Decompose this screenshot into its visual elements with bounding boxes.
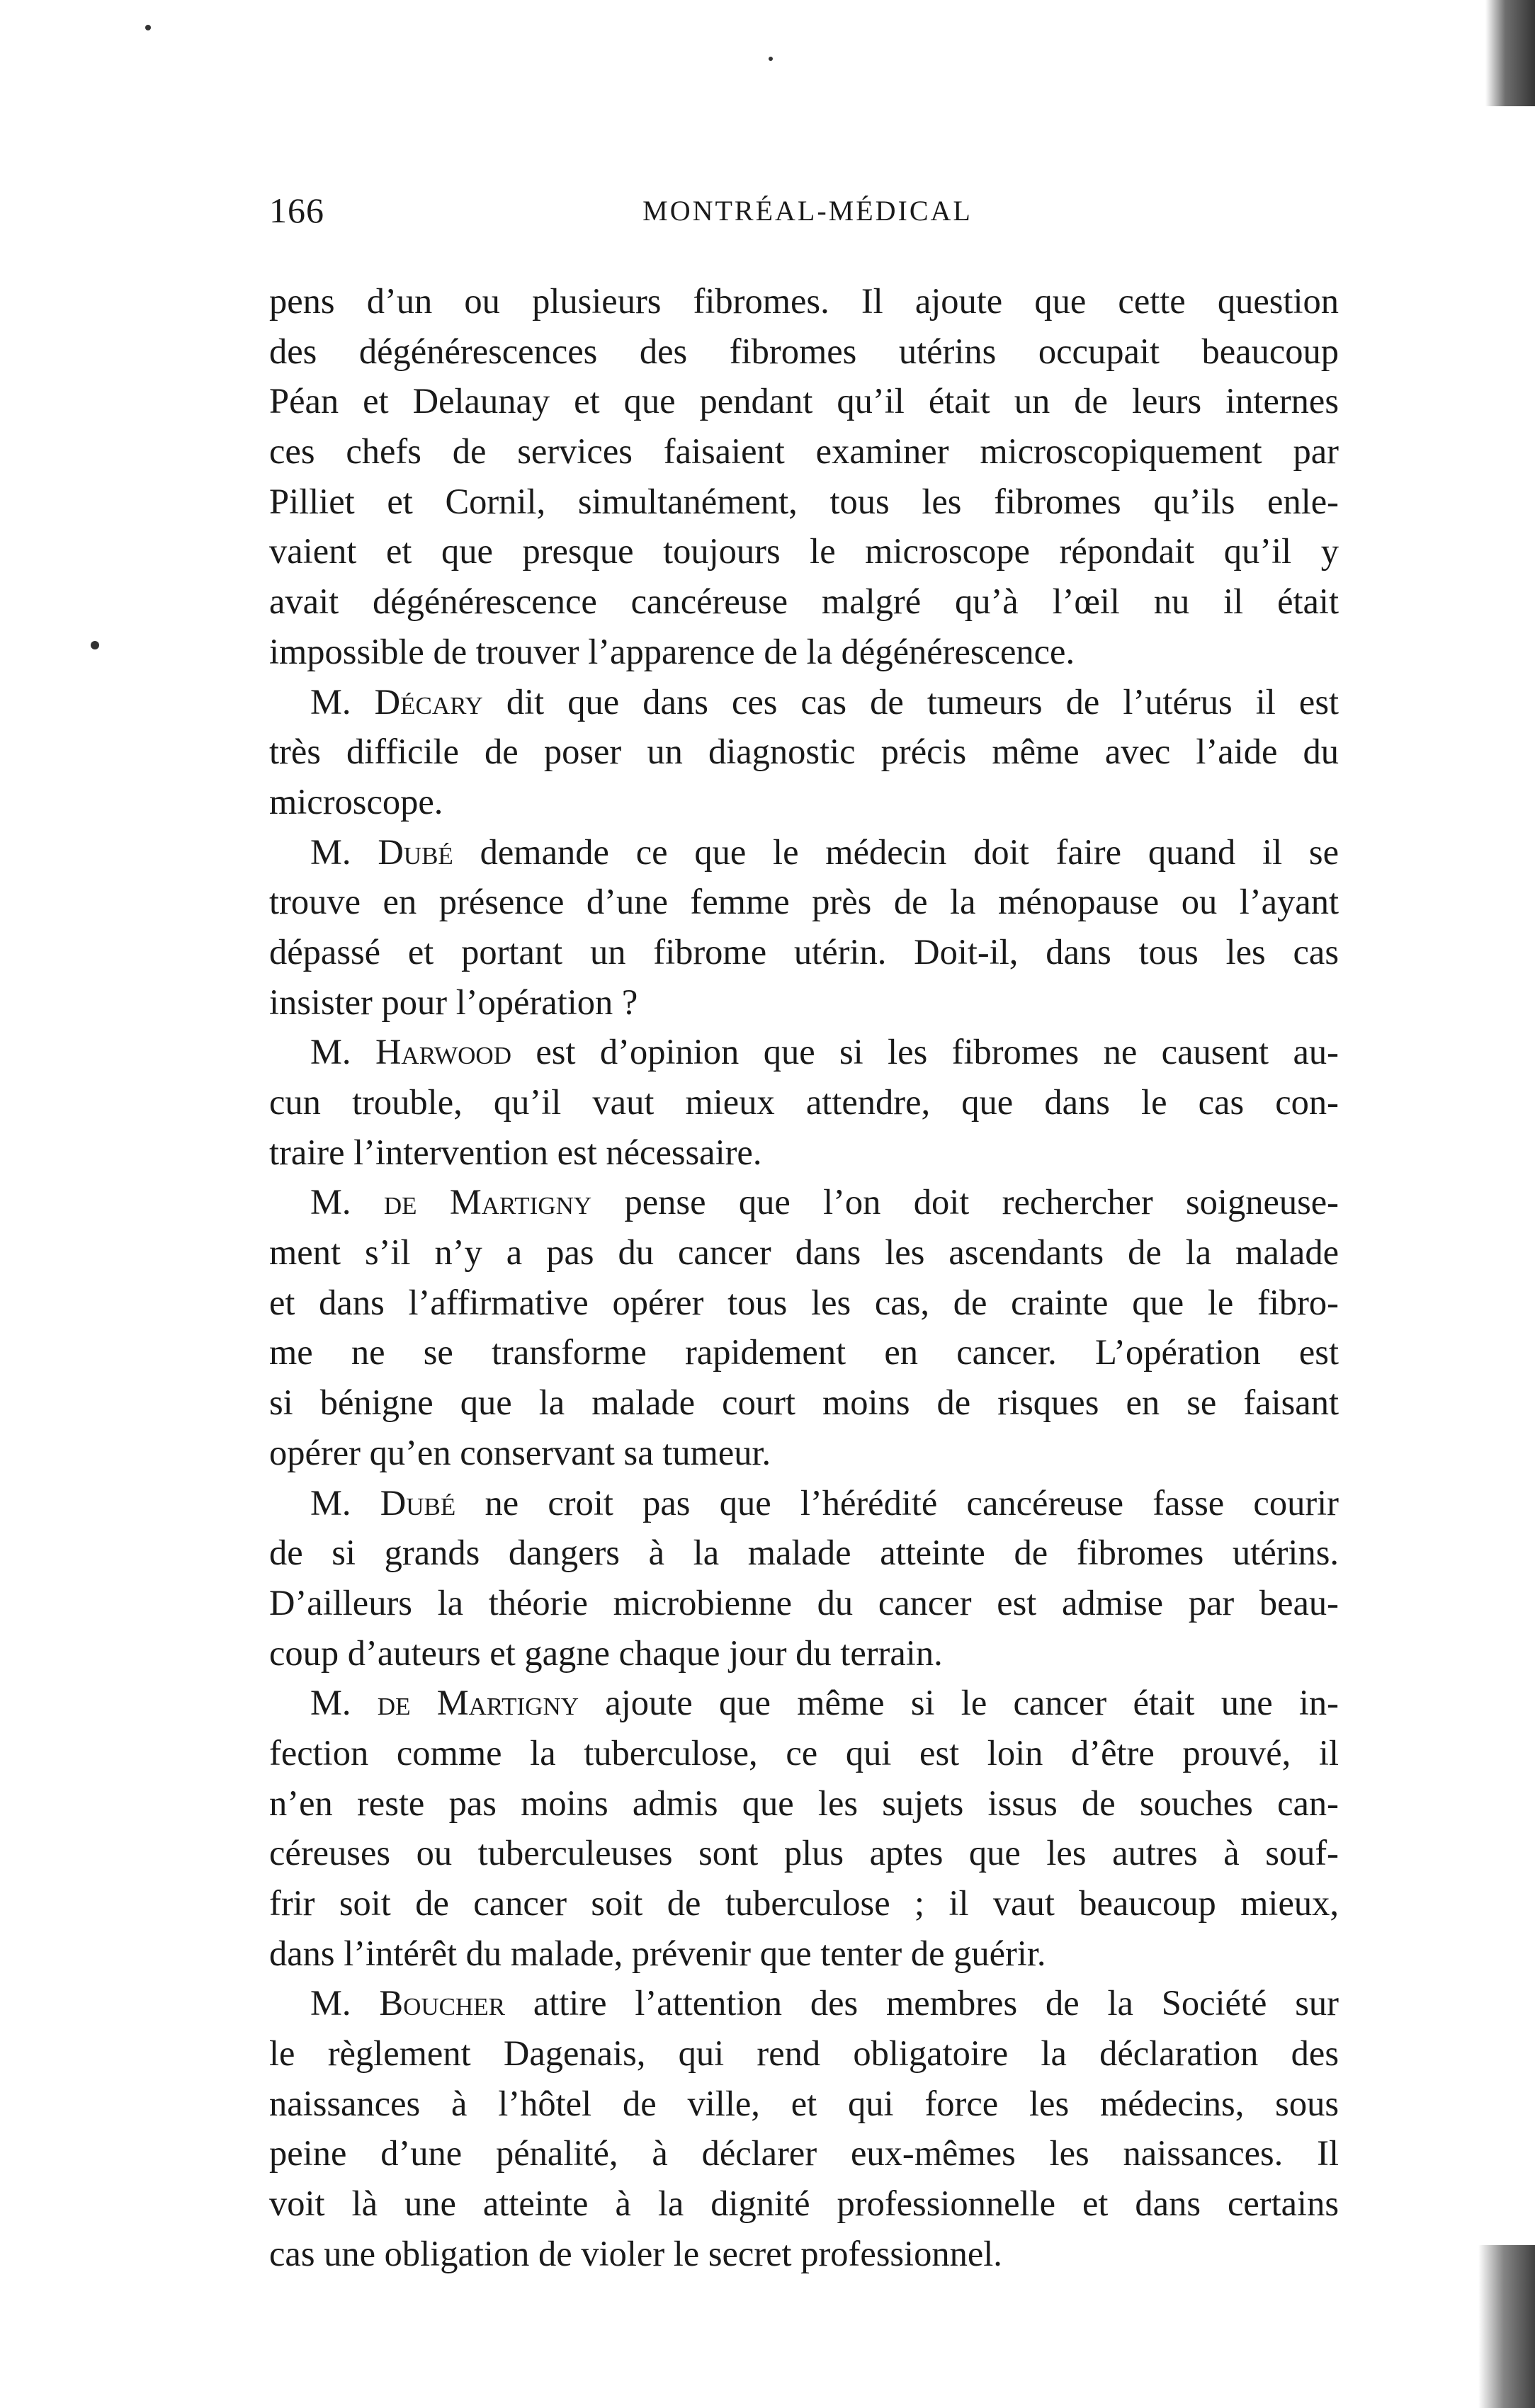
line-text: me ne se transforme rapidement en cancer. L’opération est — [269, 1332, 1339, 1373]
line-text: pens d’un ou plusieurs fibromes. Il ajoute que cette question — [269, 281, 1339, 321]
scan-edge-shadow-bottom — [1478, 2245, 1535, 2408]
line-text: céreuses ou tuberculeuses sont plus aptes que les autres à souf- — [269, 1833, 1339, 1873]
line-text: frir soit de cancer soit de tuberculose ; il vaut beaucoup mieux, — [269, 1883, 1339, 1923]
text-line — [269, 577, 1339, 627]
text-line — [269, 326, 1339, 377]
line-text: pense que l’on doit rechercher soigneuse- — [591, 1182, 1339, 1222]
text-line — [269, 376, 1339, 426]
text-line — [269, 2229, 1339, 2279]
line-text: D’ailleurs la théorie microbienne du cancer est admise par beau- — [269, 1582, 1339, 1623]
speaker-name: M. de Martigny — [310, 1683, 579, 1723]
line-text: insister pour l’opération ? — [269, 982, 638, 1022]
scan-speck — [769, 57, 773, 61]
page-number: 166 — [269, 191, 324, 230]
speaker-name: M. Harwood — [310, 1032, 511, 1072]
text-line — [269, 1128, 1339, 1178]
line-text: des dégénérescences des fibromes utérins occupait beaucoup — [269, 331, 1339, 371]
speaker-name: M. Décary — [310, 681, 483, 722]
line-text: microscope. — [269, 781, 443, 822]
line-text: opérer qu’en conservant sa tumeur. — [269, 1432, 771, 1472]
text-line — [269, 1929, 1339, 1979]
line-text: demande ce que le médecin doit faire quand il se — [453, 831, 1339, 872]
line-text: si bénigne que la malade court moins de risques en se faisant — [269, 1382, 1339, 1423]
text-line — [269, 1878, 1339, 1929]
text-line — [269, 627, 1339, 677]
text-line — [269, 276, 1339, 326]
text-line — [269, 1378, 1339, 1428]
text-line — [269, 1578, 1339, 1628]
line-text: dépassé et portant un fibrome utérin. Doit-il, dans tous les cas — [269, 931, 1339, 972]
scan-speck — [91, 641, 99, 649]
text-line — [269, 2079, 1339, 2129]
line-text: attire l’attention des membres de la Société sur — [504, 1983, 1339, 2023]
text-line — [269, 1478, 1339, 1528]
line-text: fection comme la tuberculose, ce qui est loin d’être prouvé, il — [269, 1732, 1339, 1773]
text-line — [269, 1528, 1339, 1578]
line-text: impossible de trouver l’apparence de la dégénérescence. — [269, 631, 1075, 671]
line-text: ne croit pas que l’hérédité cancéreuse fasse courir — [455, 1482, 1339, 1523]
line-text: dans l’intérêt du malade, prévenir que tenter de guérir. — [269, 1933, 1046, 1973]
line-text: cun trouble, qu’il vaut mieux attendre, que dans le cas con- — [269, 1082, 1339, 1122]
line-text: et dans l’affirmative opérer tous les cas, de crainte que le fibro- — [269, 1282, 1339, 1322]
line-text: très difficile de poser un diagnostic précis même avec l’aide du — [269, 732, 1339, 772]
line-text: trouve en présence d’une femme près de la ménopause ou l’ayant — [269, 882, 1339, 922]
line-text: n’en reste pas moins admis que les sujets issus de souches can- — [269, 1783, 1339, 1823]
text-line — [269, 1728, 1339, 1778]
text-line — [269, 477, 1339, 527]
line-text: de si grands dangers à la malade atteinte de fibromes utérins. — [269, 1533, 1339, 1573]
line-text: Pilliet et Cornil, simultanément, tous les fibromes qu’ils enle- — [269, 481, 1339, 521]
speaker-name: M. Dubé — [310, 1482, 456, 1523]
speaker-name: M. Dubé — [310, 831, 453, 872]
text-line — [269, 1027, 1339, 1077]
line-text: vaient et que presque toujours le microscope répondait qu’il y — [269, 531, 1339, 572]
line-text: dit que dans ces cas de tumeurs de l’utérus il est — [482, 681, 1339, 722]
text-line — [269, 927, 1339, 977]
line-text: le règlement Dagenais, qui rend obligatoire la déclaration des — [269, 2033, 1339, 2074]
line-text: coup d’auteurs et gagne chaque jour du terrain. — [269, 1632, 943, 1673]
line-text: traire l’intervention est nécessaire. — [269, 1132, 762, 1172]
line-text: ajoute que même si le cancer était une in- — [579, 1683, 1339, 1723]
line-text: est d’opinion que si les fibromes ne causent au- — [511, 1032, 1339, 1072]
text-line — [269, 977, 1339, 1028]
speaker-name: M. de Martigny — [310, 1182, 592, 1222]
text-line — [269, 1678, 1339, 1728]
text-line — [269, 1177, 1339, 1227]
text-line — [269, 1778, 1339, 1829]
text-line — [269, 727, 1339, 777]
text-line — [269, 777, 1339, 827]
text-line — [269, 1428, 1339, 1478]
text-line — [269, 2179, 1339, 2229]
text-line — [269, 426, 1339, 477]
text-line — [269, 1978, 1339, 2028]
text-line — [269, 1077, 1339, 1128]
text-line — [269, 827, 1339, 878]
text-line — [269, 1828, 1339, 1878]
line-text: cas une obligation de violer le secret professionnel. — [269, 2233, 1002, 2273]
scan-speck — [145, 25, 151, 30]
line-text: avait dégénérescence cancéreuse malgré qu’à l’œil nu il était — [269, 581, 1339, 622]
body-text — [269, 276, 1339, 2279]
running-title: MONTRÉAL-MÉDICAL — [642, 195, 973, 227]
text-line — [269, 1327, 1339, 1378]
line-text: voit là une atteinte à la dignité professionnelle et dans certains — [269, 2183, 1339, 2224]
line-text: ces chefs de services faisaient examiner microscopiquement par — [269, 431, 1339, 472]
text-line — [269, 2128, 1339, 2179]
running-head — [269, 190, 1346, 239]
scan-edge-shadow-top — [1485, 0, 1535, 106]
line-text: peine d’une pénalité, à déclarer eux-mêmes les naissances. Il — [269, 2133, 1339, 2174]
text-line — [269, 2028, 1339, 2079]
text-line — [269, 1278, 1339, 1328]
line-text: Péan et Delaunay et que pendant qu’il était un de leurs internes — [269, 381, 1339, 421]
line-text: naissances à l’hôtel de ville, et qui force les médecins, sous — [269, 2083, 1339, 2123]
speaker-name: M. Boucher — [310, 1983, 505, 2023]
text-line — [269, 877, 1339, 927]
line-text: ment s’il n’y a pas du cancer dans les ascendants de la malade — [269, 1232, 1339, 1273]
text-line — [269, 1628, 1339, 1679]
text-line — [269, 1227, 1339, 1278]
text-line — [269, 677, 1339, 727]
text-line — [269, 526, 1339, 577]
